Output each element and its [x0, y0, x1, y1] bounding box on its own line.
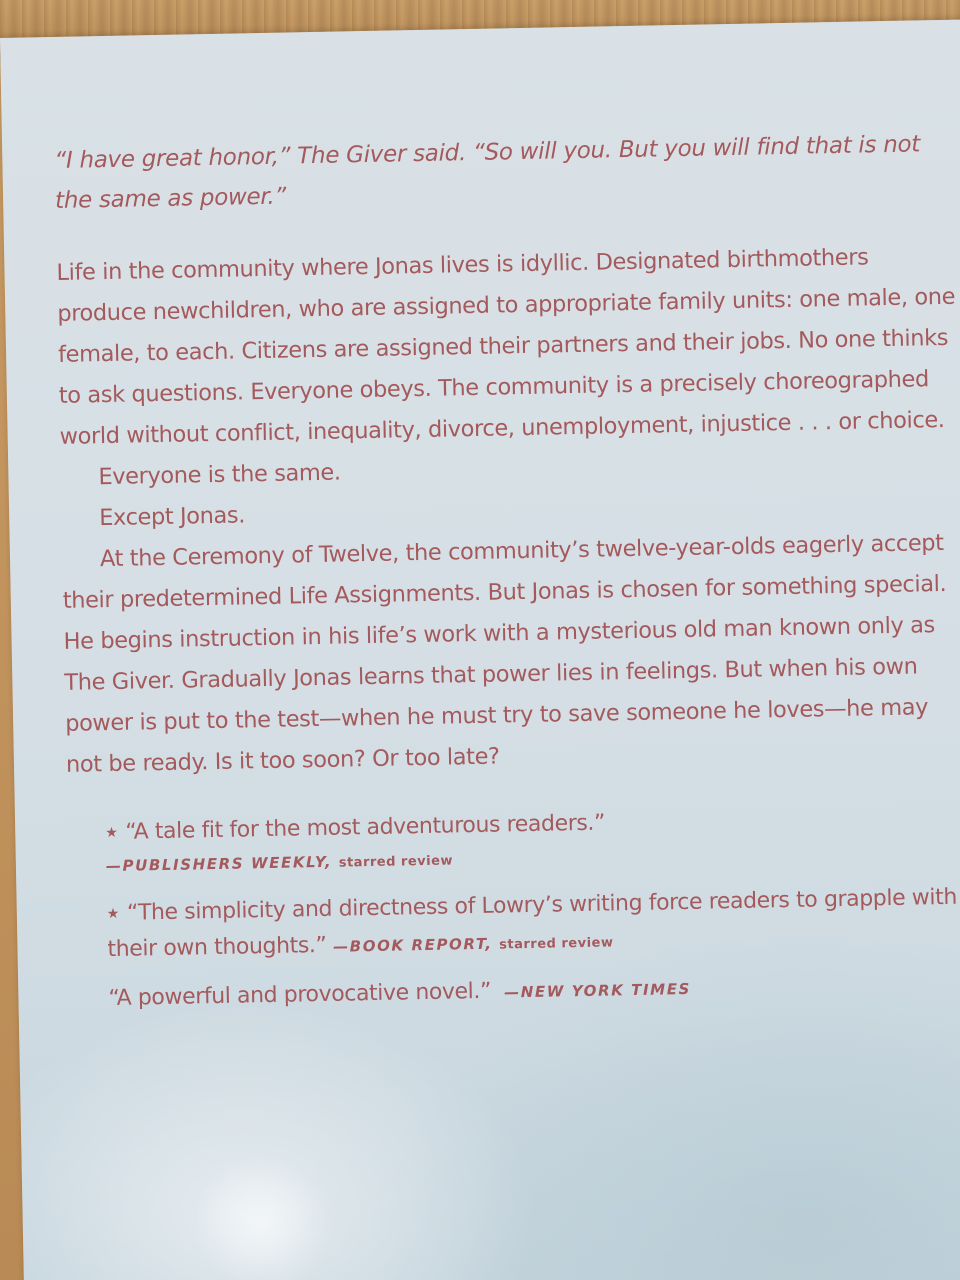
- synopsis-paragraph-2: At the Ceremony of Twelve, the community’s twelve-year-olds eagerly accept their predetermined Life Assignments. But Jonas is chosen for something special. He begins instruction in his life’s work with a mysterious old man known only as The Giver. Gradually Jonas learns that power lies in feelings. But when his own power is put to the test—when he must try to save someone he loves—he may not be ready. Is it too soon? Or too late?: [62, 529, 947, 778]
- review-note: starred review: [338, 853, 454, 871]
- review-quote: “The simplicity and directness of Lowry’s writing force readers to grapple with their own thoughts.”: [107, 884, 958, 963]
- synopsis-paragraph-1: Life in the community where Jonas lives is idyllic. Designated birthmothers produce newchildren, who are assigned to appropriate family units: one male, one female, to each. Citizens are assigned their partners and their jobs. No one thinks to ask questions. Everyone obeys. The community is a precisely choreographed world without conflict, inequality, divorce, unemployment, injustice . . . or choice.: [56, 244, 956, 450]
- review-quotes: [67, 799, 960, 1019]
- star-icon: ★: [106, 905, 120, 923]
- review-note: starred review: [499, 935, 614, 953]
- review-source: —NEW YORK TIMES: [504, 979, 692, 1002]
- review-book-report: [106, 880, 960, 972]
- review-quote: “A tale fit for the most adventurous readers.”: [125, 810, 606, 845]
- review-publishers-weekly: [105, 799, 960, 887]
- star-icon: ★: [105, 824, 118, 842]
- book-back-cover: [0, 19, 960, 1280]
- review-source: —PUBLISHERS WEEKLY,: [105, 852, 333, 876]
- back-cover-text: [54, 124, 960, 1029]
- line-everyone-same: Everyone is the same.: [98, 459, 341, 491]
- line-except-jonas: Except Jonas.: [98, 502, 246, 532]
- review-source: —BOOK REPORT,: [332, 934, 493, 956]
- review-quote: “A powerful and provocative novel.”: [108, 978, 492, 1012]
- opening-quote: “I have great honor,” The Giver said. “So will you. But you will find that is not the same as power.”: [54, 131, 921, 214]
- cover-art-highlight: [191, 1152, 334, 1280]
- review-new-york-times: [108, 965, 960, 1019]
